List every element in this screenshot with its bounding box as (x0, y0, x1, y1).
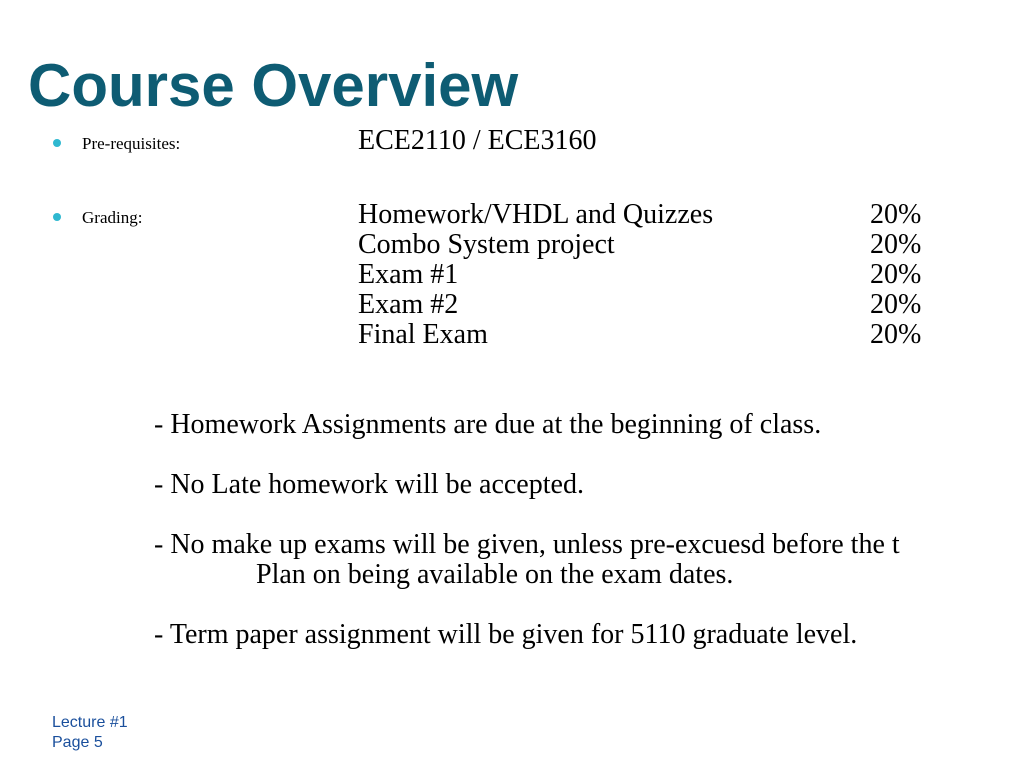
prerequisites-label: Pre-requisites: (82, 134, 181, 153)
bullet-icon (53, 213, 61, 221)
grading-item-weight: 20% (870, 229, 922, 260)
footer-lecture: Lecture #1 (52, 714, 128, 731)
grading-row (358, 290, 938, 320)
note-no-makeup: - No make up exams will be given, unless pre-excuesd before the t (154, 530, 900, 560)
grading-item-name: Exam #2 (358, 289, 459, 320)
grading-item-weight: 20% (870, 319, 922, 350)
note-no-late: - No Late homework will be accepted. (154, 469, 584, 500)
grading-item-name: Combo System project (358, 229, 615, 260)
note-plan-available: Plan on being available on the exam dates. (256, 559, 734, 590)
grading-item-weight: 20% (870, 199, 922, 230)
footer-page: Page 5 (52, 734, 103, 751)
grading-label: Grading: (82, 208, 143, 227)
note-homework-due: - Homework Assignments are due at the beginning of class. (154, 409, 822, 440)
grading-row (358, 230, 938, 260)
grading-item-weight: 20% (870, 289, 922, 320)
grading-row (358, 200, 938, 230)
bullet-icon (53, 139, 61, 147)
slide-title: Course Overview (28, 52, 519, 119)
grading-item-weight: 20% (870, 259, 922, 290)
grading-item-name: Final Exam (358, 319, 488, 350)
grading-list (358, 200, 938, 350)
note-term-paper: - Term paper assignment will be given for 5110 graduate level. (154, 619, 858, 650)
grading-item-name: Exam #1 (358, 259, 459, 290)
grading-item-name: Homework/VHDL and Quizzes (358, 199, 714, 230)
prerequisites-value: ECE2110 / ECE3160 (358, 125, 597, 156)
grading-row (358, 260, 938, 290)
grading-row (358, 320, 938, 350)
